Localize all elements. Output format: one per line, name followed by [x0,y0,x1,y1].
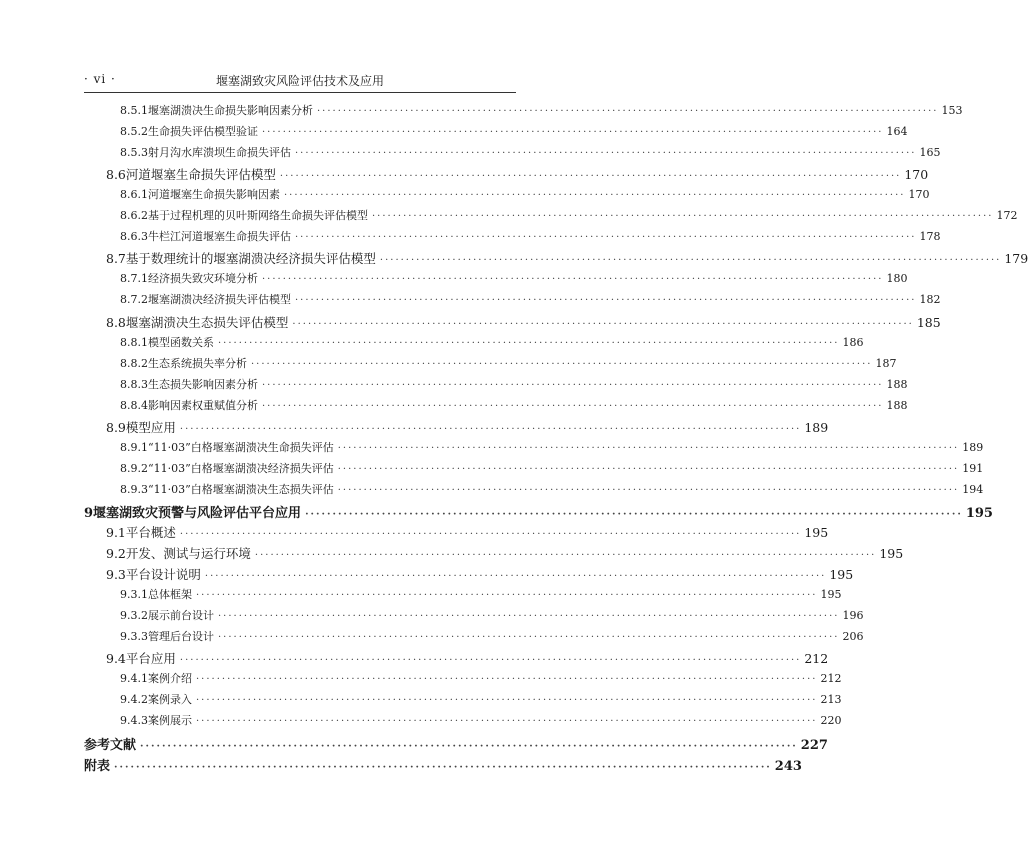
toc-entry[interactable] [120,334,864,354]
toc-entry-page: 180 [886,272,908,286]
toc-entry-title: 案例录入 [148,693,192,707]
page-header [84,70,516,93]
toc-entry[interactable] [84,755,802,775]
toc-entry-number: 8.9 [106,419,126,435]
toc-entry-number: 8.7.1 [120,272,148,286]
dot-leader: ························································································································ [196,674,818,686]
toc-entry[interactable] [106,649,829,669]
dot-leader: ························································································································ [279,171,902,183]
dot-leader: ························································································································ [218,337,840,349]
dot-leader: ························································································································ [337,484,960,496]
toc-entry[interactable] [106,249,1028,269]
toc-entry-title: 生命损失评估模型验证 [148,125,258,139]
toc-entry-page: 189 [804,419,829,435]
dot-leader: ························································································································ [337,463,960,475]
toc-entry-page: 243 [774,758,802,774]
toc-entry-title: 总体框架 [148,588,192,602]
toc-entry-title: 牛栏江河道堰塞生命损失评估 [148,230,291,244]
toc-entry-title: 经济损失致灾环境分析 [148,272,258,286]
toc-entry-page: 220 [820,714,842,728]
toc-entry[interactable] [106,523,829,543]
toc-entry-page: 206 [842,630,864,644]
toc-entry-page: 227 [800,737,828,753]
toc-entry[interactable] [120,123,908,143]
toc-entry-title: 生态损失影响因素分析 [148,377,258,391]
toc-entry-number: 8.6.3 [120,230,148,244]
toc-entry-title: 影响因素权重赋值分析 [148,398,258,412]
dot-leader: ························································································································ [337,442,960,454]
dot-leader: ························································································································ [179,423,802,435]
toc-entry[interactable] [120,607,864,627]
toc-entry-title: 案例介绍 [148,672,192,686]
toc-entry-page: 170 [904,167,929,183]
dot-leader: ························································································································ [204,571,827,583]
toc-entry-number: 9 [84,505,94,521]
toc-entry-page: 195 [804,525,829,540]
toc-entry[interactable] [120,144,941,164]
toc-entry-number: 9.3.2 [120,609,148,623]
toc-entry[interactable] [120,628,864,648]
toc-entry-page: 178 [919,230,941,244]
dot-leader: ························································································································ [196,716,818,728]
dot-leader: ························································································································ [179,529,802,540]
dot-leader: ························································································································ [379,255,1002,267]
toc-entry-title: 案例展示 [148,714,192,728]
toc-entry-number: 9.1 [106,525,126,540]
dot-leader: ························································································································ [140,740,798,752]
dot-leader: ························································································································ [218,632,840,644]
toc-entry-page: 187 [875,356,897,370]
toc-entry-title: 生态系统损失率分析 [148,356,247,370]
dot-leader: ························································································································ [295,232,917,244]
toc-entry-page: 195 [820,588,842,602]
toc-entry-title: 堰塞湖致灾预警与风险评估平台应用 [93,505,302,521]
toc-entry-title: 射月沟水库溃坝生命损失评估 [148,146,291,160]
toc-entry-number: 9.4.1 [120,672,148,686]
toc-entry-number: 8.6.1 [120,188,148,202]
dot-leader: ························································································································ [295,148,917,160]
toc-entry-page: 212 [820,672,842,686]
toc-entry-page: 195 [965,505,993,521]
toc-entry[interactable] [120,439,984,459]
toc-entry[interactable] [120,376,908,396]
dot-leader: ························································································································ [262,400,884,412]
toc-entry[interactable] [120,291,941,311]
toc-entry-page: 189 [962,440,984,454]
toc-entry-page: 194 [962,482,984,496]
toc-entry[interactable] [106,313,941,333]
toc-entry[interactable] [106,418,829,438]
toc-entry-number: 8.7.2 [120,293,148,307]
dot-leader: ························································································································ [196,590,818,602]
dot-leader: ························································································································ [196,695,818,707]
toc-entry-page: 164 [886,125,908,139]
toc-entry[interactable] [120,712,842,732]
toc-entry[interactable] [120,102,963,122]
dot-leader: ························································································································ [292,318,914,330]
toc-entry-number: 9.4.3 [120,714,148,728]
toc-entry[interactable] [120,460,984,480]
dot-leader: ························································································································ [295,295,917,307]
toc-entry-title: 堰塞湖溃决生命损失影响因素分析 [148,104,313,117]
toc-entry-number: 8.8.1 [120,335,148,349]
toc-entry-number: 9.2 [106,546,126,562]
toc-entry[interactable] [84,502,993,522]
toc-entry-page: 179 [1004,251,1028,267]
toc-entry-title: 展示前台设计 [148,609,214,623]
toc-entry[interactable] [120,207,1018,227]
toc-entry-page: 191 [962,461,984,475]
dot-leader: ························································································································ [254,550,877,562]
toc-entry-title: 河道堰塞生命损失评估模型 [125,167,276,183]
toc-entry[interactable] [120,397,908,417]
toc-entry-title: 附表 [84,758,111,774]
toc-entry-page: 196 [842,609,864,623]
toc-entry-number: 8.6 [106,167,126,183]
toc-entry-number: 8.9.1 [120,440,148,454]
book-title: 堰塞湖致灾风险评估技术及应用 [215,74,384,88]
toc-entry-page: 172 [996,209,1018,223]
toc-entry[interactable] [120,186,930,206]
dot-leader: ························································································································ [284,190,906,202]
toc-entry-title: 堰塞湖溃决生态损失评估模型 [125,314,289,330]
toc-entry-title: “11·03”白格堰塞湖溃决生态损失评估 [148,482,334,496]
toc-entry-title: 参考文献 [84,737,137,753]
toc-entry-number: 8.8 [106,314,126,330]
dot-leader: ························································································································ [218,611,840,623]
toc-entry-page: 165 [919,146,941,160]
toc-entry-number: 8.7 [106,251,126,267]
dot-leader: ························································································································ [262,127,884,139]
dot-leader: ························································································································ [262,379,884,391]
toc-entry-number: 8.8.3 [120,377,148,391]
toc-entry-page: 170 [908,188,930,202]
toc-entry-number: 8.5.1 [120,104,148,117]
toc-entry-number: 9.3.1 [120,588,148,602]
toc-entry-title: 开发、测试与运行环境 [125,546,251,562]
dot-leader: ························································································································ [372,211,994,223]
toc-entry[interactable] [120,691,842,711]
toc-entry-number: 8.5.2 [120,125,148,139]
toc-entry-title: “11·03”白格堰塞湖溃决生命损失评估 [148,440,334,454]
toc-entry[interactable] [106,544,904,564]
toc-entry-title: 模型应用 [125,419,176,435]
toc-entry-title: 平台设计说明 [125,567,201,583]
toc-entry-number: 8.9.3 [120,482,148,496]
toc-entry-number: 8.6.2 [120,209,148,223]
toc-entry[interactable] [120,355,897,375]
toc-entry[interactable] [106,165,929,185]
toc-entry-number: 9.4 [106,651,126,667]
toc-entry-page: 188 [886,377,908,391]
toc-entry-page: 213 [820,693,842,707]
toc-entry-page: 186 [842,335,864,349]
toc-entry-page: 185 [916,314,941,330]
toc-entry-title: “11·03”白格堰塞湖溃决经济损失评估 [148,461,334,475]
toc-entry-number: 8.5.3 [120,146,148,160]
dot-leader: ························································································································ [114,761,772,773]
toc-entry-title: 河道堰塞生命损失影响因素 [148,188,280,202]
toc-entry-number: 8.9.2 [120,461,148,475]
toc-entry-number: 8.8.4 [120,398,148,412]
toc-entry-number: 9.3.3 [120,630,148,644]
toc-entry-title: 平台概述 [125,525,176,540]
toc-entry-number: 9.4.2 [120,693,148,707]
toc-entry-title: 模型函数关系 [148,335,214,349]
toc-entry-page: 195 [829,567,854,583]
toc-entry[interactable] [120,481,984,501]
toc-entry-page: 212 [804,651,829,667]
toc-entry-page: 153 [941,104,963,117]
toc-entry-title: 基于过程机理的贝叶斯网络生命损失评估模型 [148,209,368,223]
toc-entry-page: 195 [879,546,904,562]
toc-entry[interactable] [84,734,828,754]
toc-entry-title: 平台应用 [125,651,176,667]
toc-entry-number: 9.3 [106,567,126,583]
dot-leader: ························································································································ [179,655,802,667]
toc-entry-title: 基于数理统计的堰塞湖溃决经济损失评估模型 [125,251,376,267]
dot-leader: ························································································································ [305,508,963,520]
toc-entry-page: 188 [886,398,908,412]
toc-entry-number: 8.8.2 [120,356,148,370]
toc-entry[interactable] [120,270,908,290]
toc-entry[interactable] [120,670,842,690]
toc-entry[interactable] [120,586,842,606]
dot-leader: ························································································································ [251,358,873,370]
toc-entry[interactable] [106,565,854,585]
toc-entry-title: 堰塞湖溃决经济损失评估模型 [148,293,291,307]
toc-entry-page: 182 [919,293,941,307]
toc-entry-title: 管理后台设计 [148,630,214,644]
dot-leader: ························································································································ [317,106,939,117]
dot-leader: ························································································································ [262,274,884,286]
page-number: · vi · [84,72,116,86]
toc-entry[interactable] [120,228,941,248]
